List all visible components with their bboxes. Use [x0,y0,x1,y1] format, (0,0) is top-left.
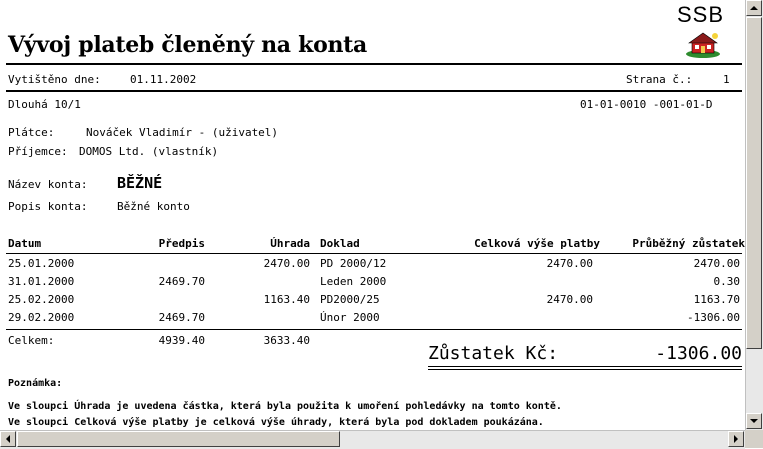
payer-label: Plátce: [8,126,55,139]
arrow-down-icon [750,419,758,423]
col-header-zustatek: Průběžný zůstatek [632,237,745,250]
recipient-label: Příjemce: [8,145,68,158]
account-desc-label: Popis konta: [8,200,88,213]
cell-zustatek: 2470.00 [693,257,740,270]
cell-datum: 31.01.2000 [8,275,75,288]
cell-uhrada: 2470.00 [263,257,310,270]
page-number: 1 [723,73,730,86]
scroll-left-button[interactable] [0,431,16,447]
cell-datum: 25.01.2000 [8,257,75,270]
vertical-scrollbar[interactable] [745,0,763,430]
scroll-up-button[interactable] [746,0,762,16]
subheader-divider [6,90,742,92]
page-label: Strana č.: [626,73,693,86]
report-title: Vývoj plateb členěný na konta [8,32,367,58]
total-predpis: 4939.40 [158,334,205,347]
total-uhrada: 3633.40 [263,334,310,347]
arrow-right-icon [734,435,738,443]
printed-date: 01.11.2002 [130,73,197,86]
cell-celkova: 2470.00 [546,257,593,270]
col-header-predpis: Předpis [158,237,205,250]
cell-doklad: Únor 2000 [320,311,380,324]
arrow-up-icon [750,6,758,10]
cell-doklad: PD 2000/12 [320,257,387,270]
account-name-label: Název konta: [8,178,88,191]
col-header-uhrada: Úhrada [270,237,310,250]
balance-underline-1 [428,366,742,367]
cell-zustatek: 1163.70 [693,293,740,306]
scroll-down-button[interactable] [746,413,762,429]
account-name-value: BĚŽNÉ [117,174,163,192]
header-divider [6,63,742,65]
account-desc-value: Běžné konto [117,200,190,213]
cell-datum: 29.02.2000 [8,311,75,324]
cell-predpis: 2469.70 [158,311,205,324]
arrow-left-icon [6,435,10,443]
vertical-scroll-thumb[interactable] [746,17,762,349]
cell-zustatek: -1306.00 [687,311,740,324]
horizontal-scrollbar[interactable] [0,430,745,449]
cell-uhrada: 1163.40 [263,293,310,306]
notes-line-2: Ve sloupci Celková výše platby je celková výše úhrady, která byla pod dokladem poukázána. [8,417,544,428]
table-header-divider [6,253,742,254]
property-name: Dlouhá 10/1 [8,98,81,111]
cell-predpis: 2469.70 [158,275,205,288]
balance-underline-2 [428,369,742,370]
total-label: Celkem: [8,334,55,347]
notes-line-1: Ve sloupci Úhrada je uvedena částka, která byla použita k umoření pohledávky na tomto kontě. [8,401,562,412]
notes-heading: Poznámka: [8,378,63,389]
house-logo-icon [683,30,723,58]
col-header-doklad: Doklad [320,237,360,250]
horizontal-scroll-thumb[interactable] [17,431,340,447]
printed-label: Vytištěno dne: [8,73,101,86]
scrollbar-corner [745,430,763,448]
balance-value: -1306.00 [655,343,742,364]
property-code: 01-01-0010 -001-01-D [580,98,713,111]
payer-value: Nováček Vladimír - (uživatel) [86,126,279,139]
recipient-value: DOMOS Ltd. (vlastník) [79,145,219,158]
cell-doklad: PD2000/25 [320,293,380,306]
balance-label: Zůstatek Kč: [428,343,559,364]
ssb-logo-text: SSB [677,2,725,27]
scroll-right-button[interactable] [728,431,744,447]
cell-datum: 25.02.2000 [8,293,75,306]
col-header-celkova: Celková výše platby [474,237,600,250]
cell-zustatek: 0.30 [713,275,740,288]
cell-celkova: 2470.00 [546,293,593,306]
col-header-datum: Datum [8,237,42,250]
cell-doklad: Leden 2000 [320,275,387,288]
table-footer-divider [6,329,742,330]
